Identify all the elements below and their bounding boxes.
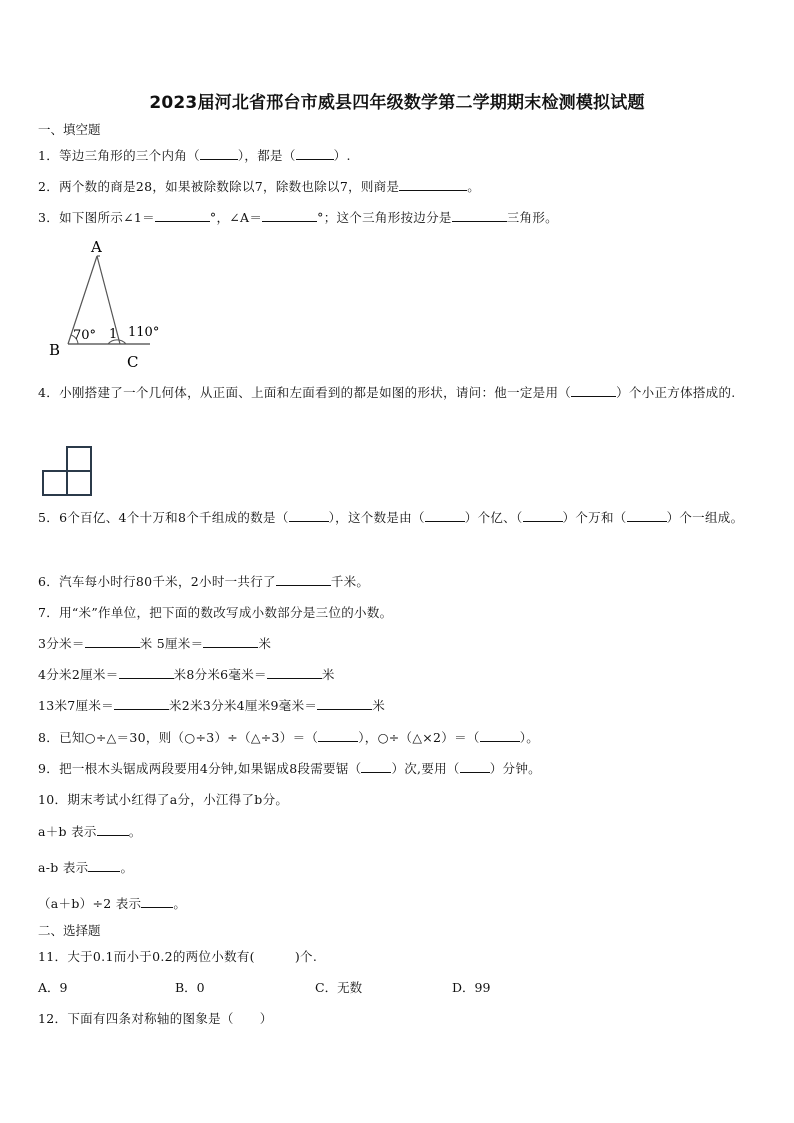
answer-blank[interactable] <box>85 635 140 648</box>
question-3: 3．如下图所示∠1＝ °，∠A＝ °；这个三角形按边分是 三角形。 <box>38 210 558 225</box>
answer-blank[interactable] <box>317 697 372 710</box>
question-10: 10．期末考试小红得了a分，小江得了b分。 <box>38 792 289 807</box>
answer-blank[interactable] <box>267 666 322 679</box>
question-4: 4．小刚搭建了一个几何体，从正面、上面和左面看到的都是如图的形状，请问：他一定是用（ ）个小正方体搭成的. <box>38 385 736 400</box>
question-7: 7．用“米”作单位，把下面的数改写成小数部分是三位的小数。 <box>38 605 393 620</box>
question-10-row-3: （a＋b）÷2 表示 。 <box>38 896 187 911</box>
question-6: 6．汽车每小时行80千米，2小时一共行了 千米。 <box>38 574 370 589</box>
answer-blank[interactable] <box>399 178 467 191</box>
question-7-row-3: 13米7厘米＝ 米2米3分米4厘米9毫米＝ 米 <box>38 698 385 713</box>
question-10-row-1: a＋b 表示 。 <box>38 824 142 839</box>
answer-blank[interactable] <box>262 209 317 222</box>
answer-blank[interactable] <box>276 573 331 586</box>
option-a[interactable]: A．9 <box>38 980 68 995</box>
answer-blank[interactable] <box>203 635 258 648</box>
vertex-b-label: B <box>49 341 61 359</box>
square <box>43 471 67 495</box>
option-b[interactable]: B．0 <box>175 980 205 995</box>
cube-view-figure <box>42 445 96 497</box>
option-c[interactable]: C．无数 <box>315 980 363 995</box>
answer-blank[interactable] <box>97 823 129 836</box>
question-5: 5．6个百亿、4个十万和8个千组成的数是（ ），这个数是由（ ）个亿、（ ）个万和（ ）个一组成。 <box>38 510 744 525</box>
section-heading-choice: 二、选择题 <box>38 923 101 938</box>
question-10-row-2: a-b 表示 。 <box>38 860 134 875</box>
answer-blank[interactable] <box>119 666 174 679</box>
angle-1-label: 1 <box>109 327 118 342</box>
question-1: 1．等边三角形的三个内角（ ），都是（ ）. <box>38 148 351 163</box>
answer-blank[interactable] <box>88 859 120 872</box>
section-heading-fill: 一、填空题 <box>38 122 101 137</box>
option-d[interactable]: D．99 <box>452 980 491 995</box>
exterior-angle-label: 110° <box>128 325 160 340</box>
answer-blank[interactable] <box>114 697 169 710</box>
angle-b-label: 70° <box>73 328 97 343</box>
question-12: 12．下面有四条对称轴的图象是（ ） <box>38 1011 273 1026</box>
answer-blank[interactable] <box>452 209 507 222</box>
square <box>67 447 91 471</box>
answer-blank[interactable] <box>361 760 391 773</box>
question-7-row-2: 4分米2厘米＝ 米8分米6毫米＝ 米 <box>38 667 335 682</box>
question-9: 9．把一根木头锯成两段要用4分钟,如果锯成8段需要锯（ ）次,要用（ ）分钟。 <box>38 761 541 776</box>
answer-blank[interactable] <box>571 384 616 397</box>
question-8: 8．已知○÷△＝30，则（○÷3）÷（△÷3）＝（ ），○÷（△×2）＝（ ）。 <box>38 730 540 745</box>
answer-blank[interactable] <box>627 509 667 522</box>
answer-blank[interactable] <box>296 147 334 160</box>
square <box>67 471 91 495</box>
page-title: 2023届河北省邢台市威县四年级数学第二学期期末检测模拟试题 <box>149 93 645 113</box>
answer-blank[interactable] <box>200 147 238 160</box>
answer-blank[interactable] <box>460 760 490 773</box>
answer-blank[interactable] <box>289 509 329 522</box>
vertex-a-label: A <box>91 238 102 256</box>
answer-blank[interactable] <box>480 729 520 742</box>
question-7-row-1: 3分米＝ 米 5厘米＝ 米 <box>38 636 272 651</box>
answer-blank[interactable] <box>425 509 465 522</box>
answer-blank[interactable] <box>155 209 210 222</box>
answer-blank[interactable] <box>523 509 563 522</box>
answer-blank[interactable] <box>318 729 358 742</box>
answer-blank[interactable] <box>141 895 173 908</box>
question-11: 11．大于0.1而小于0.2的两位小数有( )个. <box>38 949 318 964</box>
vertex-c-label: C <box>127 353 139 371</box>
triangle-figure <box>40 232 180 372</box>
question-2: 2．两个数的商是28，如果被除数除以7，除数也除以7，则商是 。 <box>38 179 481 194</box>
